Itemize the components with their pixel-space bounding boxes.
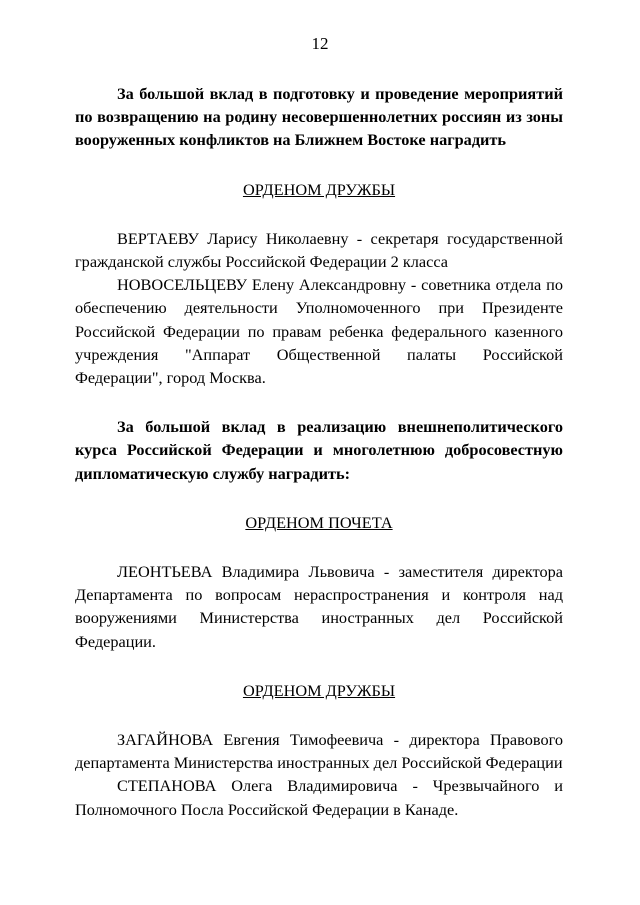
section-heading: За большой вклад в реализацию внешнеполитического курса Российской Федерации и многолетнюю добросовестную дипломатическую службу наградить: <box>75 417 563 483</box>
award-entry: ЗАГАЙНОВА Евгения Тимофеевича - директора Правового департамента Министерства иностранных дел Российской Федерации <box>75 730 563 773</box>
order-title: ОРДЕНОМ ПОЧЕТА <box>245 512 393 532</box>
section-heading: За большой вклад в подготовку и проведение мероприятий по возвращению на родину несовершеннолетних россиян из зоны вооруженных конфликтов на Ближнем Востоке наградить <box>75 84 563 150</box>
award-entry: ВЕРТАЕВУ Ларису Николаевну - секретаря государственной гражданской службы Российской Федерации 2 класса <box>75 228 563 272</box>
award-entry: СТЕПАНОВА Олега Владимировича - Чрезвычайного и Полномочного Посла Российской Федерации в Канаде. <box>75 776 563 819</box>
order-title: ОРДЕНОМ ДРУЖБЫ <box>242 179 396 199</box>
document-body <box>75 82 563 821</box>
order-title: ОРДЕНОМ ДРУЖБЫ <box>242 680 396 700</box>
award-entry: НОВОСЕЛЬЦЕВУ Елену Александровну - советника отдела по обеспечению деятельности Уполномоченного при Президенте Российской Федерации по правам ребенка федерального казенного учреждения "Аппарат Общественной палаты Российской Федерации", город Москва. <box>75 275 563 388</box>
page-number: 12 <box>311 34 329 53</box>
award-entry: ЛЕОНТЬЕВА Владимира Львовича - заместителя директора Департамента по вопросам нераспространения и контроля над вооружениями Министерства иностранных дел Российской Федерации. <box>75 562 563 651</box>
